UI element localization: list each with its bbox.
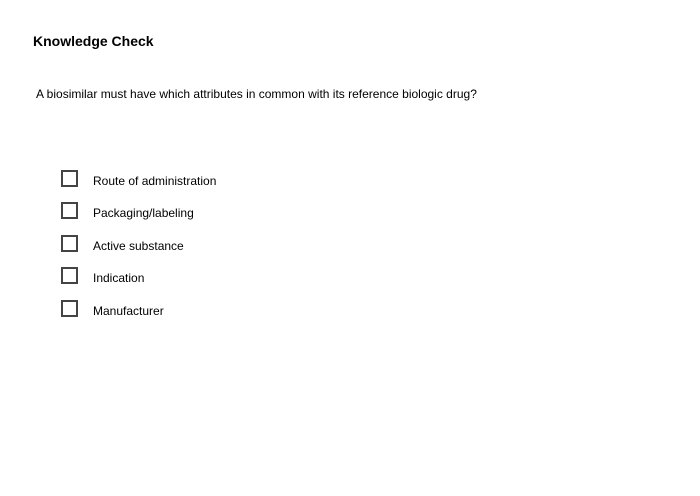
checkbox[interactable] xyxy=(61,170,78,187)
question-text: A biosimilar must have which attributes in common with its reference biologic drug? xyxy=(36,87,477,101)
answer-options-list xyxy=(61,169,216,331)
option-label: Packaging/labeling xyxy=(93,206,194,221)
answer-option-manufacturer[interactable] xyxy=(61,299,216,331)
option-label: Indication xyxy=(93,271,145,286)
checkbox[interactable] xyxy=(61,235,78,252)
checkbox[interactable] xyxy=(61,202,78,219)
answer-option-active-substance[interactable] xyxy=(61,234,216,266)
option-label: Route of administration xyxy=(93,174,217,188)
option-label: Manufacturer xyxy=(93,303,164,318)
checkbox[interactable] xyxy=(61,267,78,284)
checkbox[interactable] xyxy=(61,300,78,317)
option-label: Active substance xyxy=(93,238,184,253)
answer-option-indication[interactable] xyxy=(61,266,216,298)
answer-option-packaging-labeling[interactable] xyxy=(61,201,216,233)
answer-option-route-of-administration[interactable] xyxy=(61,169,216,201)
page-title: Knowledge Check xyxy=(33,33,154,49)
